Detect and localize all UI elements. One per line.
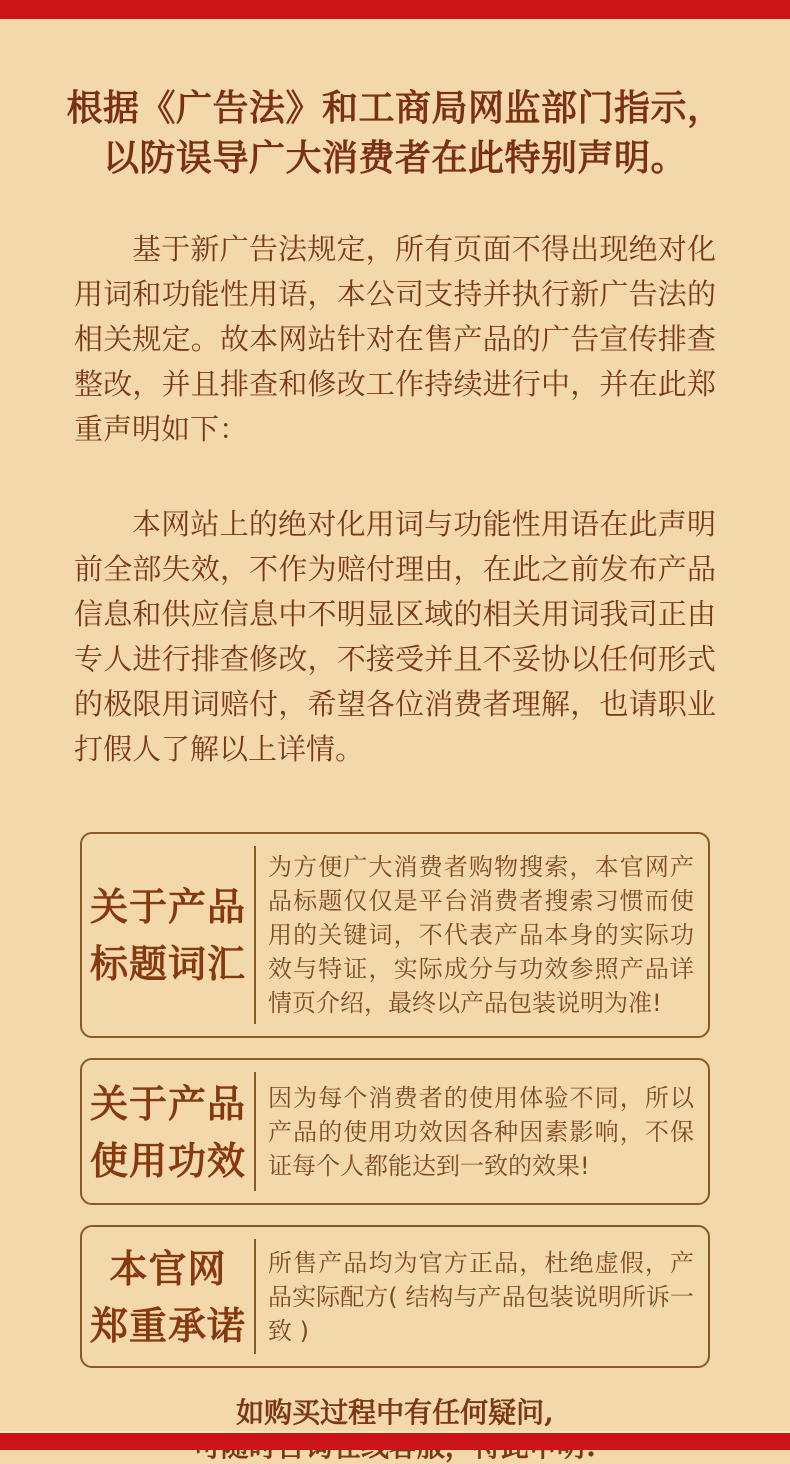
declaration-body xyxy=(74,227,716,772)
notice-box-text xyxy=(256,1227,708,1366)
notice-box-text-content: 所售产品均为官方正品，杜绝虚假，产品实际配方( 结构与产品包装说明所诉一致 ) xyxy=(268,1248,694,1345)
notice-box-label-line-2: 标题词汇 xyxy=(89,941,246,986)
notice-box-label-line-2: 郑重承诺 xyxy=(89,1302,246,1348)
bottom-accent-bar xyxy=(0,1431,790,1450)
notice-box-label-line-2: 使用功效 xyxy=(89,1137,246,1183)
notice-box-text-content: 为方便广大消费者购物搜索，本官网产品标题仅仅是平台消费者搜索习惯而使用的关键词，不代表产品本身的实际功效与特证，实际成分与功效参照产品详情页介绍，最终以产品包装说明为准! xyxy=(268,853,694,1017)
notice-box-label xyxy=(82,834,254,1036)
notice-box-label xyxy=(82,1060,254,1203)
footer-note xyxy=(0,1396,790,1464)
notice-box-label-line-1: 关于产品 xyxy=(89,1080,246,1126)
notice-box-product-title xyxy=(80,832,710,1038)
notice-box-official-promise xyxy=(80,1225,710,1368)
notice-box-label-line-1: 本官网 xyxy=(109,1245,227,1291)
declaration-paragraph-2: 本网站上的绝对化用词与功能性用语在此声明前全部失效，不作为赔付理由，在此之前发布产品信息和供应信息中不明显区域的相关用词我司正由专人进行排查修改，不接受并且不妥协以任何形式的极限用词赔付，希望各位消费者理解，也请职业打假人了解以上详情。 xyxy=(74,507,716,766)
declaration-paragraph-1: 基于新广告法规定，所有页面不得出现绝对化用词和功能性用语，本公司支持并执行新广告法的相关规定。故本网站针对在售产品的广告宣传排查整改，并且排查和修改工作持续进行中，并在此郑重声明如下： xyxy=(74,232,716,446)
notice-box-text-content: 因为每个消费者的使用体验不同，所以产品的使用功效因各种因素影响，不保证每个人都能达到一致的效果! xyxy=(268,1083,694,1180)
notice-box-product-effect xyxy=(80,1058,710,1205)
page-title-line-2: 以防误导广大消费者在此特别声明。 xyxy=(102,137,687,179)
footer-note-line-1: 如购买过程中有任何疑问, xyxy=(236,1396,554,1429)
notice-box-text xyxy=(256,1060,708,1203)
top-accent-bar xyxy=(0,0,790,19)
notice-box-list xyxy=(80,832,710,1368)
page-title-line-1: 根据《广告法》和工商局网监部门指示， xyxy=(66,87,724,129)
notice-box-label-line-1: 关于产品 xyxy=(89,884,246,929)
notice-box-label xyxy=(82,1227,254,1366)
page-title xyxy=(38,83,752,183)
notice-box-text xyxy=(256,834,708,1036)
